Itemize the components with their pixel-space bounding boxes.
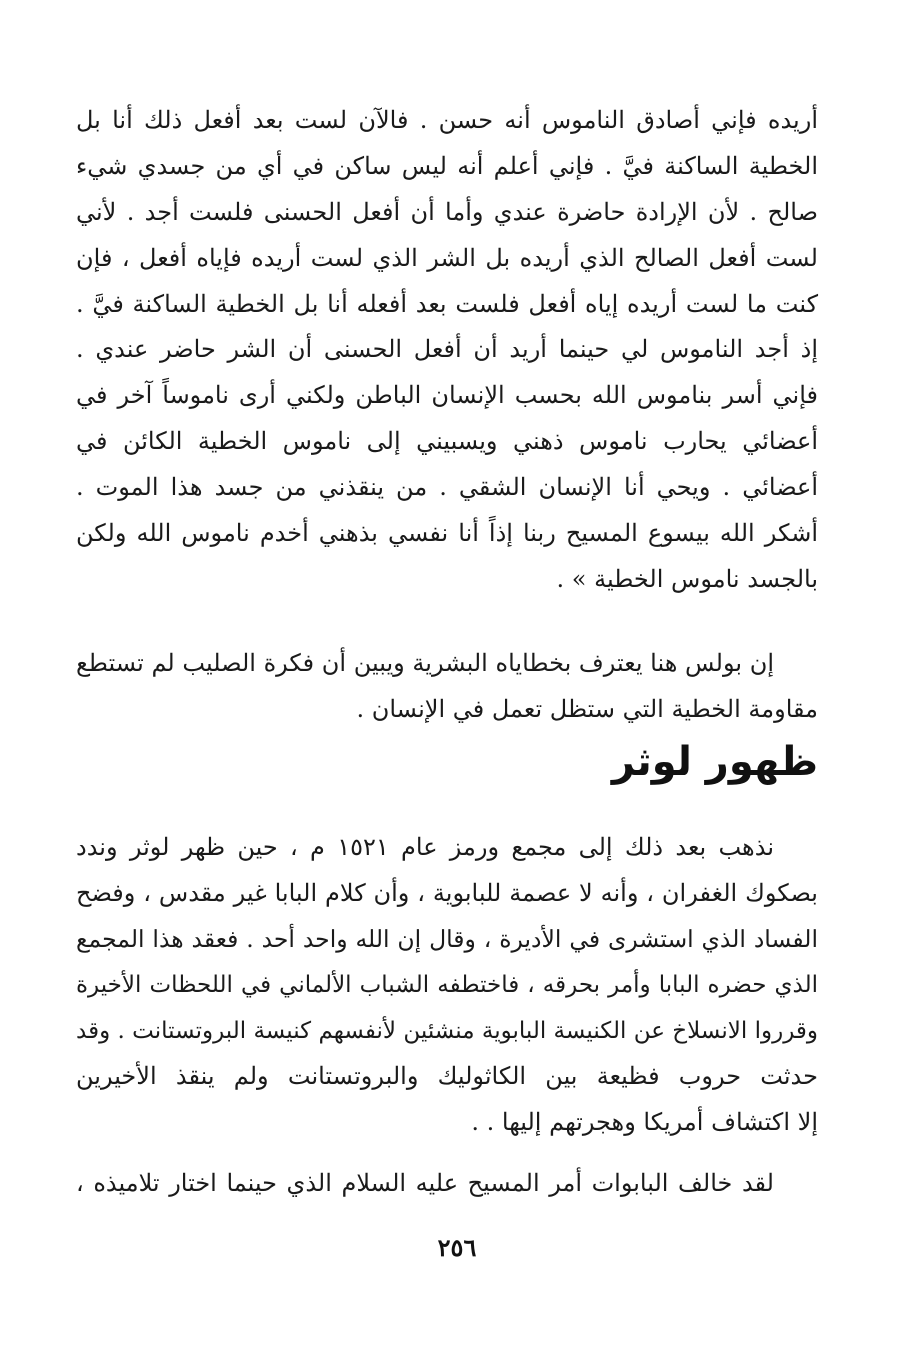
text-line: بصكوك الغفران ، وأنه لا عصمة للبابوية ، وأن كلام البابا غير مقدس ، وفضح	[76, 878, 818, 907]
text-line: لقد خالف البابوات أمر المسيح عليه السلام الذي حينما اختار تلاميذه ،	[76, 1169, 774, 1197]
text-line: بالجسد ناموس الخطية » .	[556, 564, 818, 593]
section-heading: ظهور لوثر	[611, 739, 818, 785]
paragraph-luther	[76, 825, 818, 1146]
text-line: وقرروا الانسلاخ عن الكنيسة البابوية منشئين لأنفسهم كنيسة البروتستانت . وقد	[76, 1017, 818, 1044]
text-line: الذي حضره البابا وأمر بحرقه ، فاختطفه الشباب الألماني في اللحظات الأخيرة	[76, 971, 818, 998]
text-line: إذ أجد الناموس لي حينما أريد أن أفعل الحسنى أن الشر حاضر عندي .	[76, 335, 818, 364]
text-line: أريده فإني أصادق الناموس أنه حسن . فالآن لست بعد أفعل ذلك أنا بل	[76, 106, 818, 134]
text-line: لست أفعل الصالح الذي أريده بل الشر الذي لست أريده فإياه أفعل ، فإن	[76, 243, 818, 272]
text-line: إلا اكتشاف أمريكا وهجرتهم إليها . .	[471, 1108, 818, 1137]
text-line: فإني أسر بناموس الله بحسب الإنسان الباطن ولكني أرى ناموساً آخر في	[76, 381, 818, 410]
paragraph-quote	[76, 98, 818, 603]
text-line: أشكر الله بيسوع المسيح ربنا إذاً أنا نفسي بذهني أخدم ناموس الله ولكن	[76, 519, 818, 548]
text-line: الفساد الذي استشرى في الأديرة ، وقال إن الله واحد أحد . فعقد هذا المجمع	[76, 924, 818, 953]
paragraph-popes	[76, 1161, 818, 1207]
page-number: ٢٥٦	[437, 1233, 477, 1262]
text-line: كنت ما لست أريده إياه أفعل فلست بعد أفعله أنا بل الخطية الساكنة فيَّ .	[76, 289, 818, 318]
paragraph-commentary	[76, 641, 818, 733]
text-line: مقاومة الخطية التي ستظل تعمل في الإنسان .	[356, 694, 818, 723]
text-line: إن بولس هنا يعترف بخطاياه البشرية ويبين أن فكرة الصليب لم تستطع	[76, 649, 774, 677]
text-line: حدثت حروب فظيعة بين الكاثوليك والبروتستانت ولم ينقذ الأخيرين	[76, 1062, 818, 1091]
text-line: أعضائي يحارب ناموس ذهني ويسبيني إلى ناموس الخطية الكائن في	[76, 427, 818, 456]
text-line: صالح . لأن الإرادة حاضرة عندي وأما أن أفعل الحسنى فلست أجد . لأني	[76, 197, 818, 226]
text-line: الخطية الساكنة فيَّ . فإني أعلم أنه ليس ساكن في أي من جسدي شيء	[76, 151, 818, 180]
text-line: أعضائي . ويحي أنا الإنسان الشقي . من ينقذني من جسد هذا الموت .	[76, 473, 818, 502]
text-line: نذهب بعد ذلك إلى مجمع ورمز عام ١٥٢١ م ، حين ظهر لوثر وندد	[76, 833, 774, 861]
